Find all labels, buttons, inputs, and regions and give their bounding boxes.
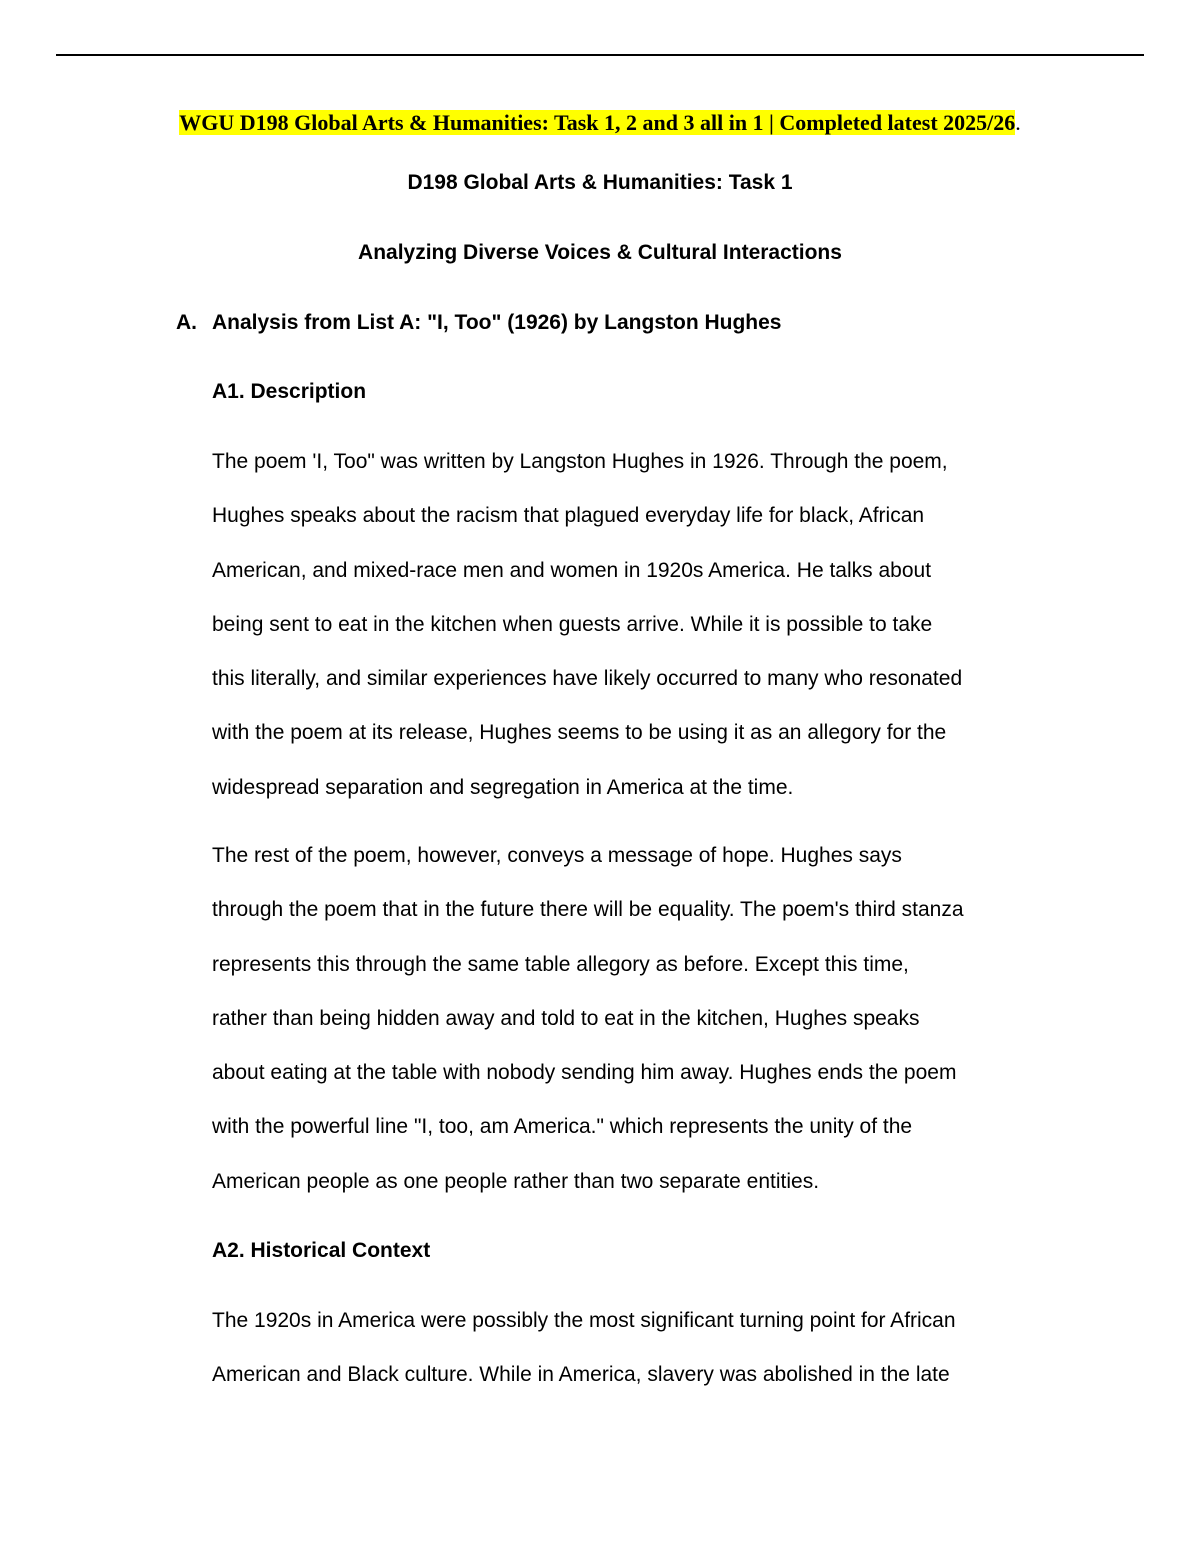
a1-paragraph-2 xyxy=(212,842,1072,1222)
paragraph-line: American and Black culture. While in America, slavery was abolished in the late xyxy=(212,1363,950,1387)
top-horizontal-rule xyxy=(56,54,1144,56)
section-a-letter: A. xyxy=(176,311,197,334)
document-title-period: . xyxy=(1015,110,1021,135)
paragraph-line: being sent to eat in the kitchen when guests arrive. While it is possible to take xyxy=(212,612,933,636)
paragraph-line: American people as one people rather than two separate entities. xyxy=(212,1169,820,1193)
paragraph-line: The rest of the poem, however, conveys a message of hope. Hughes says xyxy=(212,844,902,867)
document-title xyxy=(0,109,1200,137)
a1-paragraph-1 xyxy=(212,448,1072,828)
subsection-a2-heading: A2. Historical Context xyxy=(212,1239,431,1262)
document-title-highlighted: WGU D198 Global Arts & Humanities: Task 1, 2 and 3 all in 1 | Completed latest 2025/26 xyxy=(179,110,1016,135)
subsection-a1-heading: A1. Description xyxy=(212,380,367,403)
paragraph-line: about eating at the table with nobody sending him away. Hughes ends the poem xyxy=(212,1061,957,1085)
paragraph-line: American, and mixed-race men and women in 1920s America. He talks about xyxy=(212,558,932,582)
paragraph-line: this literally, and similar experiences have likely occurred to many who resonated xyxy=(212,667,963,691)
paragraph-line: widespread separation and segregation in America at the time. xyxy=(212,775,794,799)
paragraph-line: The poem 'I, Too" was written by Langston Hughes in 1926. Through the poem, xyxy=(212,450,948,473)
section-a-heading-text: Analysis from List A: "I, Too" (1926) by Langston Hughes xyxy=(212,311,782,334)
paragraph-line: represents this through the same table allegory as before. Except this time, xyxy=(212,952,909,976)
section-a-heading xyxy=(176,309,781,337)
document-subtitle: Analyzing Diverse Voices & Cultural Interactions xyxy=(358,241,842,264)
task-heading: D198 Global Arts & Humanities: Task 1 xyxy=(407,171,793,194)
a2-paragraph-1 xyxy=(212,1307,1072,1416)
paragraph-line: through the poem that in the future there will be equality. The poem's third stanza xyxy=(212,898,964,922)
paragraph-line: rather than being hidden away and told to eat in the kitchen, Hughes speaks xyxy=(212,1006,920,1030)
paragraph-line: with the poem at its release, Hughes seems to be using it as an allegory for the xyxy=(212,721,947,745)
paragraph-line: Hughes speaks about the racism that plagued everyday life for black, African xyxy=(212,504,925,528)
paragraph-line: with the powerful line "I, too, am America." which represents the unity of the xyxy=(212,1115,913,1139)
paragraph-line: The 1920s in America were possibly the most significant turning point for African xyxy=(212,1309,956,1332)
